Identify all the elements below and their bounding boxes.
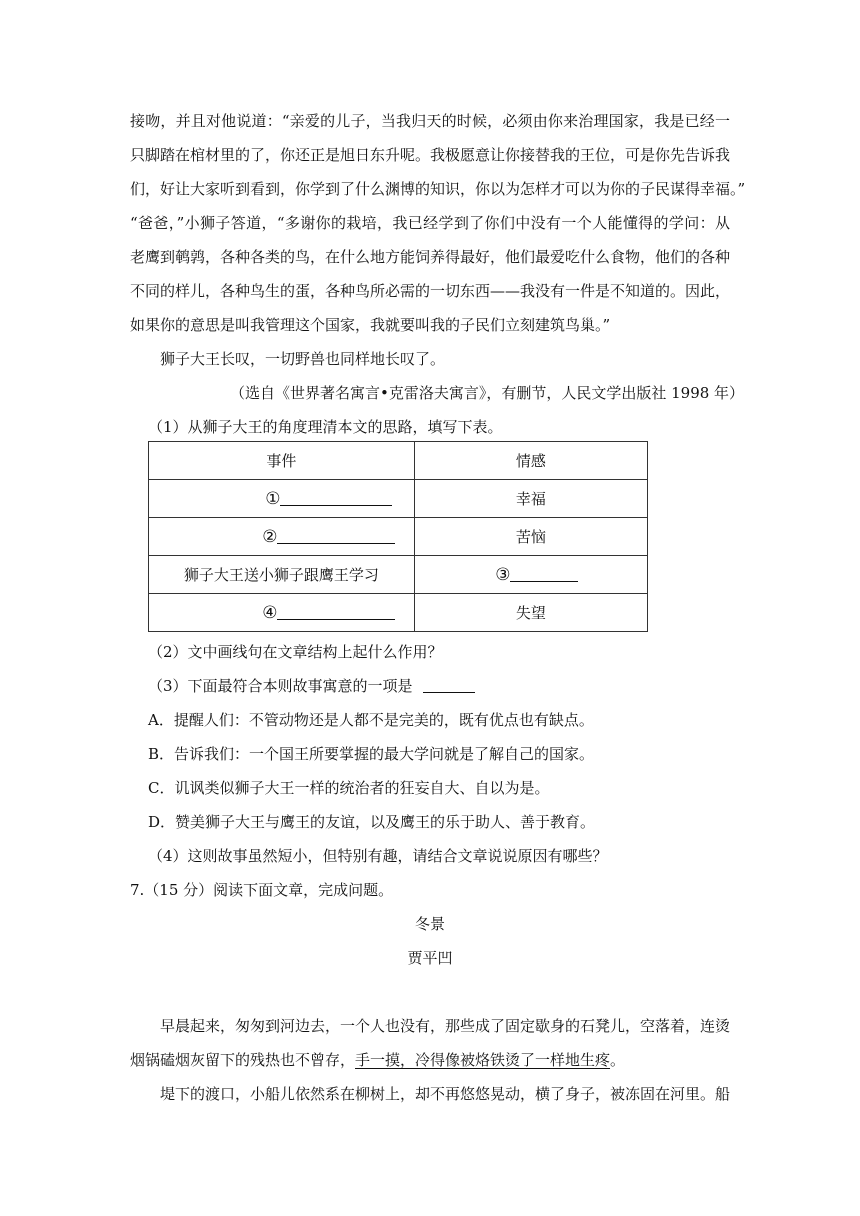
option-d: D．赞美狮子大王与鹰王的友谊，以及鹰王的乐于助人、善于教育。 bbox=[148, 813, 596, 831]
events-emotions-table bbox=[148, 441, 648, 632]
story-line: 不同的样儿，各种鸟生的蛋，各种鸟所必需的一切东西——我没有一件是不知道的。因此， bbox=[130, 282, 731, 300]
question-3 bbox=[148, 676, 748, 696]
table-row bbox=[149, 556, 648, 594]
article-line: 堤下的渡口，小船儿依然系在柳树上，却不再悠悠晃动，横了身子，被冻固在河里。船 bbox=[160, 1085, 731, 1103]
section-7-header: 7.（15 分）阅读下面文章，完成问题。 bbox=[130, 881, 394, 899]
table-cell-event bbox=[149, 518, 415, 556]
story-line: 们，好让大家听到看到，你学到了什么渊博的知识，你以为怎样才可以为你的子民谋得幸福。” bbox=[130, 180, 746, 198]
blank-marker: ② bbox=[262, 526, 278, 547]
table-header-cell: 情感 bbox=[414, 442, 647, 480]
question-3-text: （3）下面最符合本则故事寓意的一项是 bbox=[148, 677, 413, 695]
table-cell-emotion: 幸福 bbox=[414, 480, 647, 518]
option-b: B．告诉我们：一个国王所要掌握的最大学问就是了解自己的国家。 bbox=[148, 745, 595, 763]
story-line: “爸爸，”小狮子答道，“多谢你的栽培，我已经学到了你们中没有一个人能懂得的学问：从 bbox=[130, 214, 730, 232]
underlined-sentence: 手一摸，冷得像被烙铁烫了一样地生疼 bbox=[355, 1051, 611, 1069]
answer-blank[interactable] bbox=[510, 567, 578, 582]
table-cell-event bbox=[149, 594, 415, 632]
option-c: C．讥讽类似狮子大王一样的统治者的狂妄自大、自以为是。 bbox=[148, 779, 550, 797]
article-text: 。 bbox=[610, 1051, 626, 1069]
table-header-cell: 事件 bbox=[149, 442, 415, 480]
table-cell-event: 狮子大王送小狮子跟鹰王学习 bbox=[149, 556, 415, 594]
story-line: 老鹰到鹌鹑，各种各类的鸟，在什么地方能饲养得最好，他们最爱吃什么食物，他们的各种 bbox=[130, 248, 731, 266]
story-line: 接吻，并且对他说道：“亲爱的儿子，当我归天的时候，必须由你来治理国家，我是已经一 bbox=[130, 112, 730, 130]
option-a: A．提醒人们：不管动物还是人都不是完美的，既有优点也有缺点。 bbox=[148, 711, 594, 729]
article-line: 早晨起来，匆匆到河边去，一个人也没有，那些成了固定歇身的石凳儿，空落着，连烫 bbox=[160, 1017, 731, 1035]
answer-blank[interactable] bbox=[277, 605, 395, 620]
article-title: 冬景 bbox=[414, 915, 445, 933]
article-author: 贾平凹 bbox=[407, 949, 453, 967]
table-row bbox=[149, 594, 648, 632]
answer-blank[interactable] bbox=[280, 491, 392, 506]
question-2: （2）文中画线句在文章结构上起什么作用？ bbox=[148, 643, 443, 661]
table-cell-emotion: 失望 bbox=[414, 594, 647, 632]
table-cell-emotion bbox=[414, 556, 647, 594]
article-line bbox=[130, 1050, 730, 1070]
table-cell-emotion: 苦恼 bbox=[414, 518, 647, 556]
question-4: （4）这则故事虽然短小，但特别有趣，请结合文章说说原因有哪些？ bbox=[148, 847, 608, 865]
source-citation: （选自《世界著名寓言•克雷洛夫寓言》，有删节，人民文学出版社 1998 年） bbox=[230, 384, 745, 402]
story-paragraph: 狮子大王长叹，一切野兽也同样地长叹了。 bbox=[160, 350, 446, 368]
answer-blank[interactable] bbox=[277, 529, 395, 544]
answer-blank[interactable] bbox=[423, 678, 475, 693]
table-row bbox=[149, 480, 648, 518]
table-row bbox=[149, 518, 648, 556]
story-line: 只脚踏在棺材里的了，你还正是旭日东升呢。我极愿意让你接替我的王位，可是你先告诉我 bbox=[130, 146, 731, 164]
blank-marker: ③ bbox=[495, 564, 511, 585]
blank-marker: ① bbox=[265, 488, 281, 509]
question-1: （1）从狮子大王的角度理清本文的思路，填写下表。 bbox=[148, 418, 503, 436]
table-cell-event bbox=[149, 480, 415, 518]
table-header-row bbox=[149, 442, 648, 480]
blank-marker: ④ bbox=[262, 602, 278, 623]
article-text: 烟锅磕烟灰留下的残热也不曾存， bbox=[130, 1051, 356, 1069]
story-line: 如果你的意思是叫我管理这个国家，我就要叫我的子民们立刻建筑鸟巢。” bbox=[130, 316, 611, 334]
